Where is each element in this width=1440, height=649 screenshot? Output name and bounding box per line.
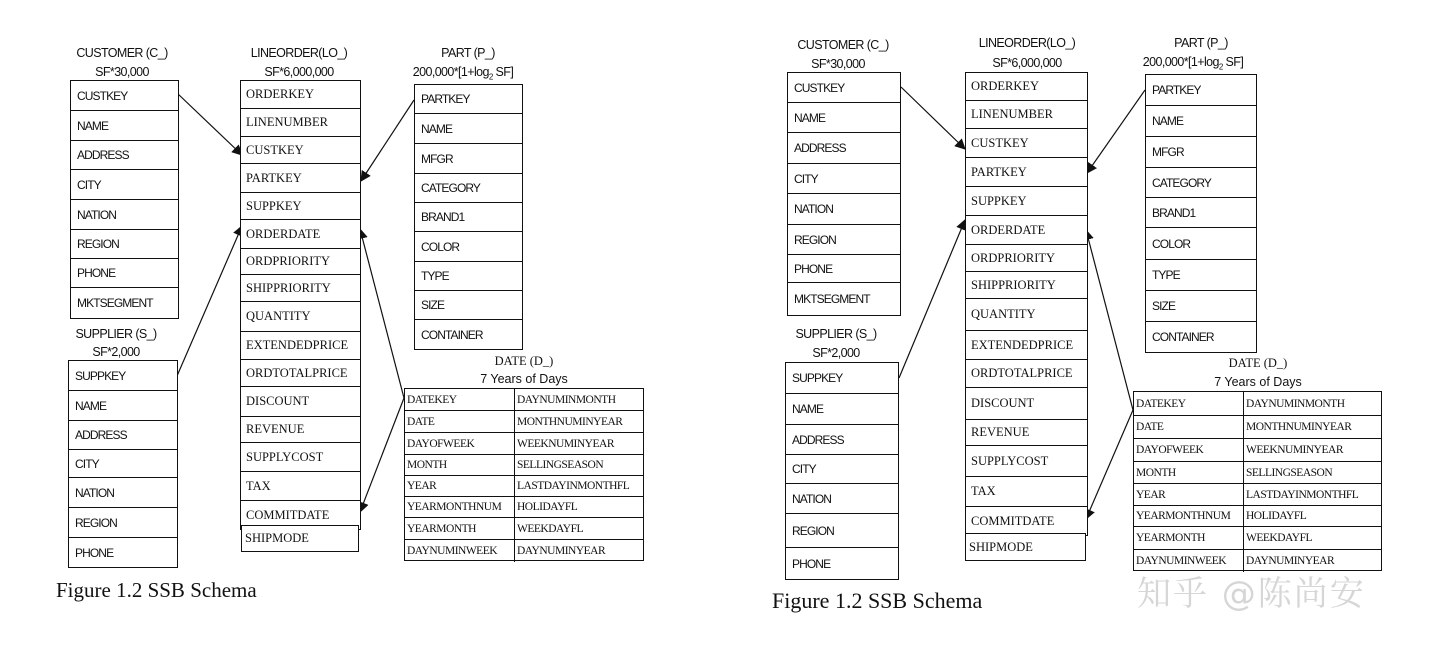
table-row: MKTSEGMENT (794, 292, 870, 306)
part-table-name: PART (P_) (441, 46, 495, 60)
table-row: CITY (69, 450, 177, 478)
watermark: 知乎 @陈尚安 (1137, 574, 1366, 614)
table-cell: YEAR (1134, 484, 1244, 506)
date-table-name: DATE (D_) (1228, 356, 1288, 370)
table-cell: WEEKNUMINYEAR (1244, 439, 1381, 462)
table-row: ORDERKEY (241, 81, 360, 109)
table-row: NAME (71, 111, 178, 141)
table-cell: DAYOFWEEK (1134, 439, 1244, 462)
customer-table-name: CUSTOMER (C_) (76, 46, 168, 60)
customer-table (787, 72, 901, 316)
table-row: NATION (786, 484, 898, 514)
rel-part-partkey (361, 100, 414, 181)
lineorder-shipmode-row (965, 533, 1086, 561)
table-row: BRAND1 (415, 203, 522, 232)
date-table (1133, 391, 1382, 571)
rel-date-orderdate (1086, 230, 1133, 410)
supplier-table-size: SF*2,000 (92, 345, 140, 359)
table-row: SHIPMODE (969, 539, 1033, 554)
table-cell: MONTH (1134, 462, 1244, 484)
lineorder-table (240, 80, 361, 530)
table-cell: LASTDAYINMONTHFL (1244, 484, 1381, 506)
table-row: NAME (786, 394, 898, 425)
table-cell: LASTDAYINMONTHFL (515, 476, 643, 497)
date-table (404, 388, 644, 561)
rel-customer-custkey (177, 93, 242, 155)
table-cell: DAYNUMINYEAR (517, 545, 606, 557)
supplier-table (68, 360, 178, 568)
part-table-size: $200,000*[1+\log_2$ SF] (1142, 55, 1244, 72)
figure-caption: Figure 1.2 SSB Schema (56, 578, 257, 602)
table-row: NATION (71, 200, 178, 230)
figure-caption: Figure 1.2 SSB Schema (772, 588, 983, 613)
table-row: SHIPMODE (245, 531, 309, 545)
table-row: NAME (69, 391, 177, 421)
table-row: SUPPLYCOST (966, 446, 1087, 477)
table-row: ORDERDATE (966, 216, 1087, 245)
table-row: NAME (1146, 106, 1256, 137)
table-cell: DAYOFWEEK (405, 433, 515, 455)
table-row: REVENUE (966, 420, 1087, 446)
table-row: PHONE (792, 556, 831, 571)
table-row: SUPPLYCOST (241, 443, 360, 472)
lineorder-table-size: SF*6,000,000 (992, 56, 1062, 70)
lineorder-table (965, 72, 1088, 536)
table-row: PHONE (71, 259, 178, 288)
table-row: PARTKEY (1146, 75, 1256, 106)
table-row: CUSTKEY (966, 129, 1087, 158)
table-row: PARTKEY (415, 85, 522, 114)
rel-date-commitdate (360, 398, 404, 512)
lineorder-table-name: LINEORDER(LO_) (250, 46, 348, 60)
table-row: PHONE (788, 255, 900, 283)
table-row: ORDERDATE (241, 220, 360, 249)
customer-table-size: SF*30,000 (811, 57, 865, 71)
table-row: REGION (71, 230, 178, 259)
table-cell: DATEKEY (405, 389, 515, 411)
table-cell: MONTHNUMINYEAR (515, 411, 643, 433)
table-row: EXTENDEDPRICE (241, 332, 360, 360)
table-row: SIZE (1146, 291, 1256, 322)
table-cell: SELLINGSEASON (515, 455, 643, 476)
table-row: ORDERKEY (966, 73, 1087, 101)
table-row: QUANTITY (966, 299, 1087, 331)
part-table-name: PART (P_) (1174, 36, 1228, 50)
rel-supplier-suppkey (899, 220, 965, 378)
part-table-size: $200,000*[1+\log_2$ SF] (412, 65, 514, 82)
table-row: CITY (71, 170, 178, 200)
table-row: PARTKEY (241, 164, 360, 193)
date-table-size: 7 Years of Days (1214, 375, 1302, 389)
table-row: NATION (69, 478, 177, 508)
table-row: TAX (966, 477, 1087, 507)
table-row: MFGR (415, 144, 522, 174)
supplier-table (785, 362, 899, 580)
table-cell: MONTH (405, 455, 515, 476)
part-table (1145, 74, 1257, 353)
table-row: PHONE (75, 545, 114, 560)
lineorder-table-name: LINEORDER(LO_) (978, 36, 1076, 50)
table-row: DISCOUNT (966, 388, 1087, 420)
table-cell: DAYNUMINMONTH (515, 389, 643, 411)
table-row: ADDRESS (71, 141, 178, 170)
table-row: COMMITDATE (246, 507, 330, 522)
table-row: CATEGORY (415, 174, 522, 203)
table-cell: HOLIDAYFL (515, 497, 643, 518)
table-cell: DAYNUMINYEAR (1246, 555, 1335, 567)
table-cell: YEARMONTHNUM (1134, 506, 1244, 527)
table-row: CITY (788, 164, 900, 194)
table-row: NAME (415, 114, 522, 144)
table-row: NATION (788, 194, 900, 225)
table-row: SUPPKEY (241, 193, 360, 220)
date-table-name: DATE (D_) (494, 354, 554, 368)
customer-table-size: SF*30,000 (95, 65, 149, 79)
table-row: BRAND1 (1146, 198, 1256, 228)
table-cell: YEARMONTH (1134, 527, 1244, 550)
table-cell: YEAR (405, 476, 515, 497)
table-row: COMMITDATE (971, 513, 1055, 528)
table-row: SHIPPRIORITY (241, 275, 360, 302)
lineorder-shipmode-row (241, 525, 359, 552)
table-row: MFGR (1146, 137, 1256, 168)
table-row: QUANTITY (241, 302, 360, 332)
table-row: EXTENDEDPRICE (966, 331, 1087, 360)
schema-panel-right (720, 0, 1440, 649)
table-cell: DAYNUMINMONTH (1244, 392, 1381, 416)
table-cell: DAYNUMINWEEK (1134, 550, 1244, 572)
table-row: SUPPKEY (786, 363, 898, 394)
table-cell: WEEKNUMINYEAR (515, 433, 643, 455)
customer-table (70, 80, 179, 319)
table-cell: YEARMONTHNUM (405, 497, 515, 518)
table-cell: DATEKEY (1134, 392, 1244, 416)
table-row: ADDRESS (788, 133, 900, 164)
rel-part-partkey (1087, 90, 1145, 173)
table-row: COLOR (415, 232, 522, 262)
table-row: REGION (786, 514, 898, 548)
table-row: LINENUMBER (241, 109, 360, 137)
table-row: ORDPRIORITY (966, 245, 1087, 272)
table-row: ADDRESS (69, 421, 177, 450)
customer-table-name: CUSTOMER (C_) (797, 38, 889, 52)
supplier-table-name: SUPPLIER (S_) (75, 327, 157, 341)
table-row: ORDTOTALPRICE (241, 360, 360, 387)
rel-customer-custkey (901, 87, 965, 149)
table-row: CONTAINER (1152, 330, 1214, 344)
table-row: CUSTKEY (71, 81, 178, 111)
table-row: SIZE (415, 291, 522, 320)
table-row: ADDRESS (786, 425, 898, 455)
table-row: TAX (241, 472, 360, 501)
table-row: ORDPRIORITY (241, 249, 360, 275)
supplier-table-size: SF*2,000 (812, 346, 860, 360)
supplier-table-name: SUPPLIER (S_) (795, 327, 877, 341)
table-row: MKTSEGMENT (77, 296, 153, 310)
table-row: NAME (788, 103, 900, 133)
table-cell: WEEKDAYFL (515, 518, 643, 540)
table-row: COLOR (1146, 228, 1256, 260)
table-cell: DAYNUMINWEEK (405, 540, 515, 562)
table-cell: WEEKDAYFL (1244, 527, 1381, 550)
table-cell: DATE (1134, 416, 1244, 439)
table-row: REVENUE (241, 417, 360, 443)
table-row: DISCOUNT (241, 387, 360, 417)
table-cell: YEARMONTH (405, 518, 515, 540)
table-row: CITY (786, 455, 898, 484)
table-row: TYPE (415, 262, 522, 291)
table-row: LINENUMBER (966, 101, 1087, 129)
table-cell: HOLIDAYFL (1244, 506, 1381, 527)
table-row: ORDTOTALPRICE (966, 360, 1087, 388)
table-row: SHIPPRIORITY (966, 272, 1087, 299)
table-row: SUPPKEY (966, 187, 1087, 216)
date-table-size: 7 Years of Days (480, 372, 568, 386)
table-cell: MONTHNUMINYEAR (1244, 416, 1381, 439)
lineorder-table-size: SF*6,000,000 (264, 65, 334, 79)
table-row: REGION (69, 508, 177, 538)
table-row: CUSTKEY (241, 137, 360, 164)
table-row: CUSTKEY (788, 73, 900, 103)
table-cell: SELLINGSEASON (1244, 462, 1381, 484)
table-row: REGION (788, 225, 900, 255)
table-row: CATEGORY (1146, 168, 1256, 198)
table-row: TYPE (1146, 260, 1256, 291)
rel-date-orderdate (360, 229, 404, 398)
rel-supplier-suppkey (177, 226, 242, 376)
table-row: PARTKEY (966, 158, 1087, 187)
table-cell: DATE (405, 411, 515, 433)
rel-date-commitdate (1086, 410, 1133, 519)
part-table (414, 84, 523, 350)
table-row: CONTAINER (421, 327, 483, 342)
table-row: SUPPKEY (69, 361, 177, 391)
